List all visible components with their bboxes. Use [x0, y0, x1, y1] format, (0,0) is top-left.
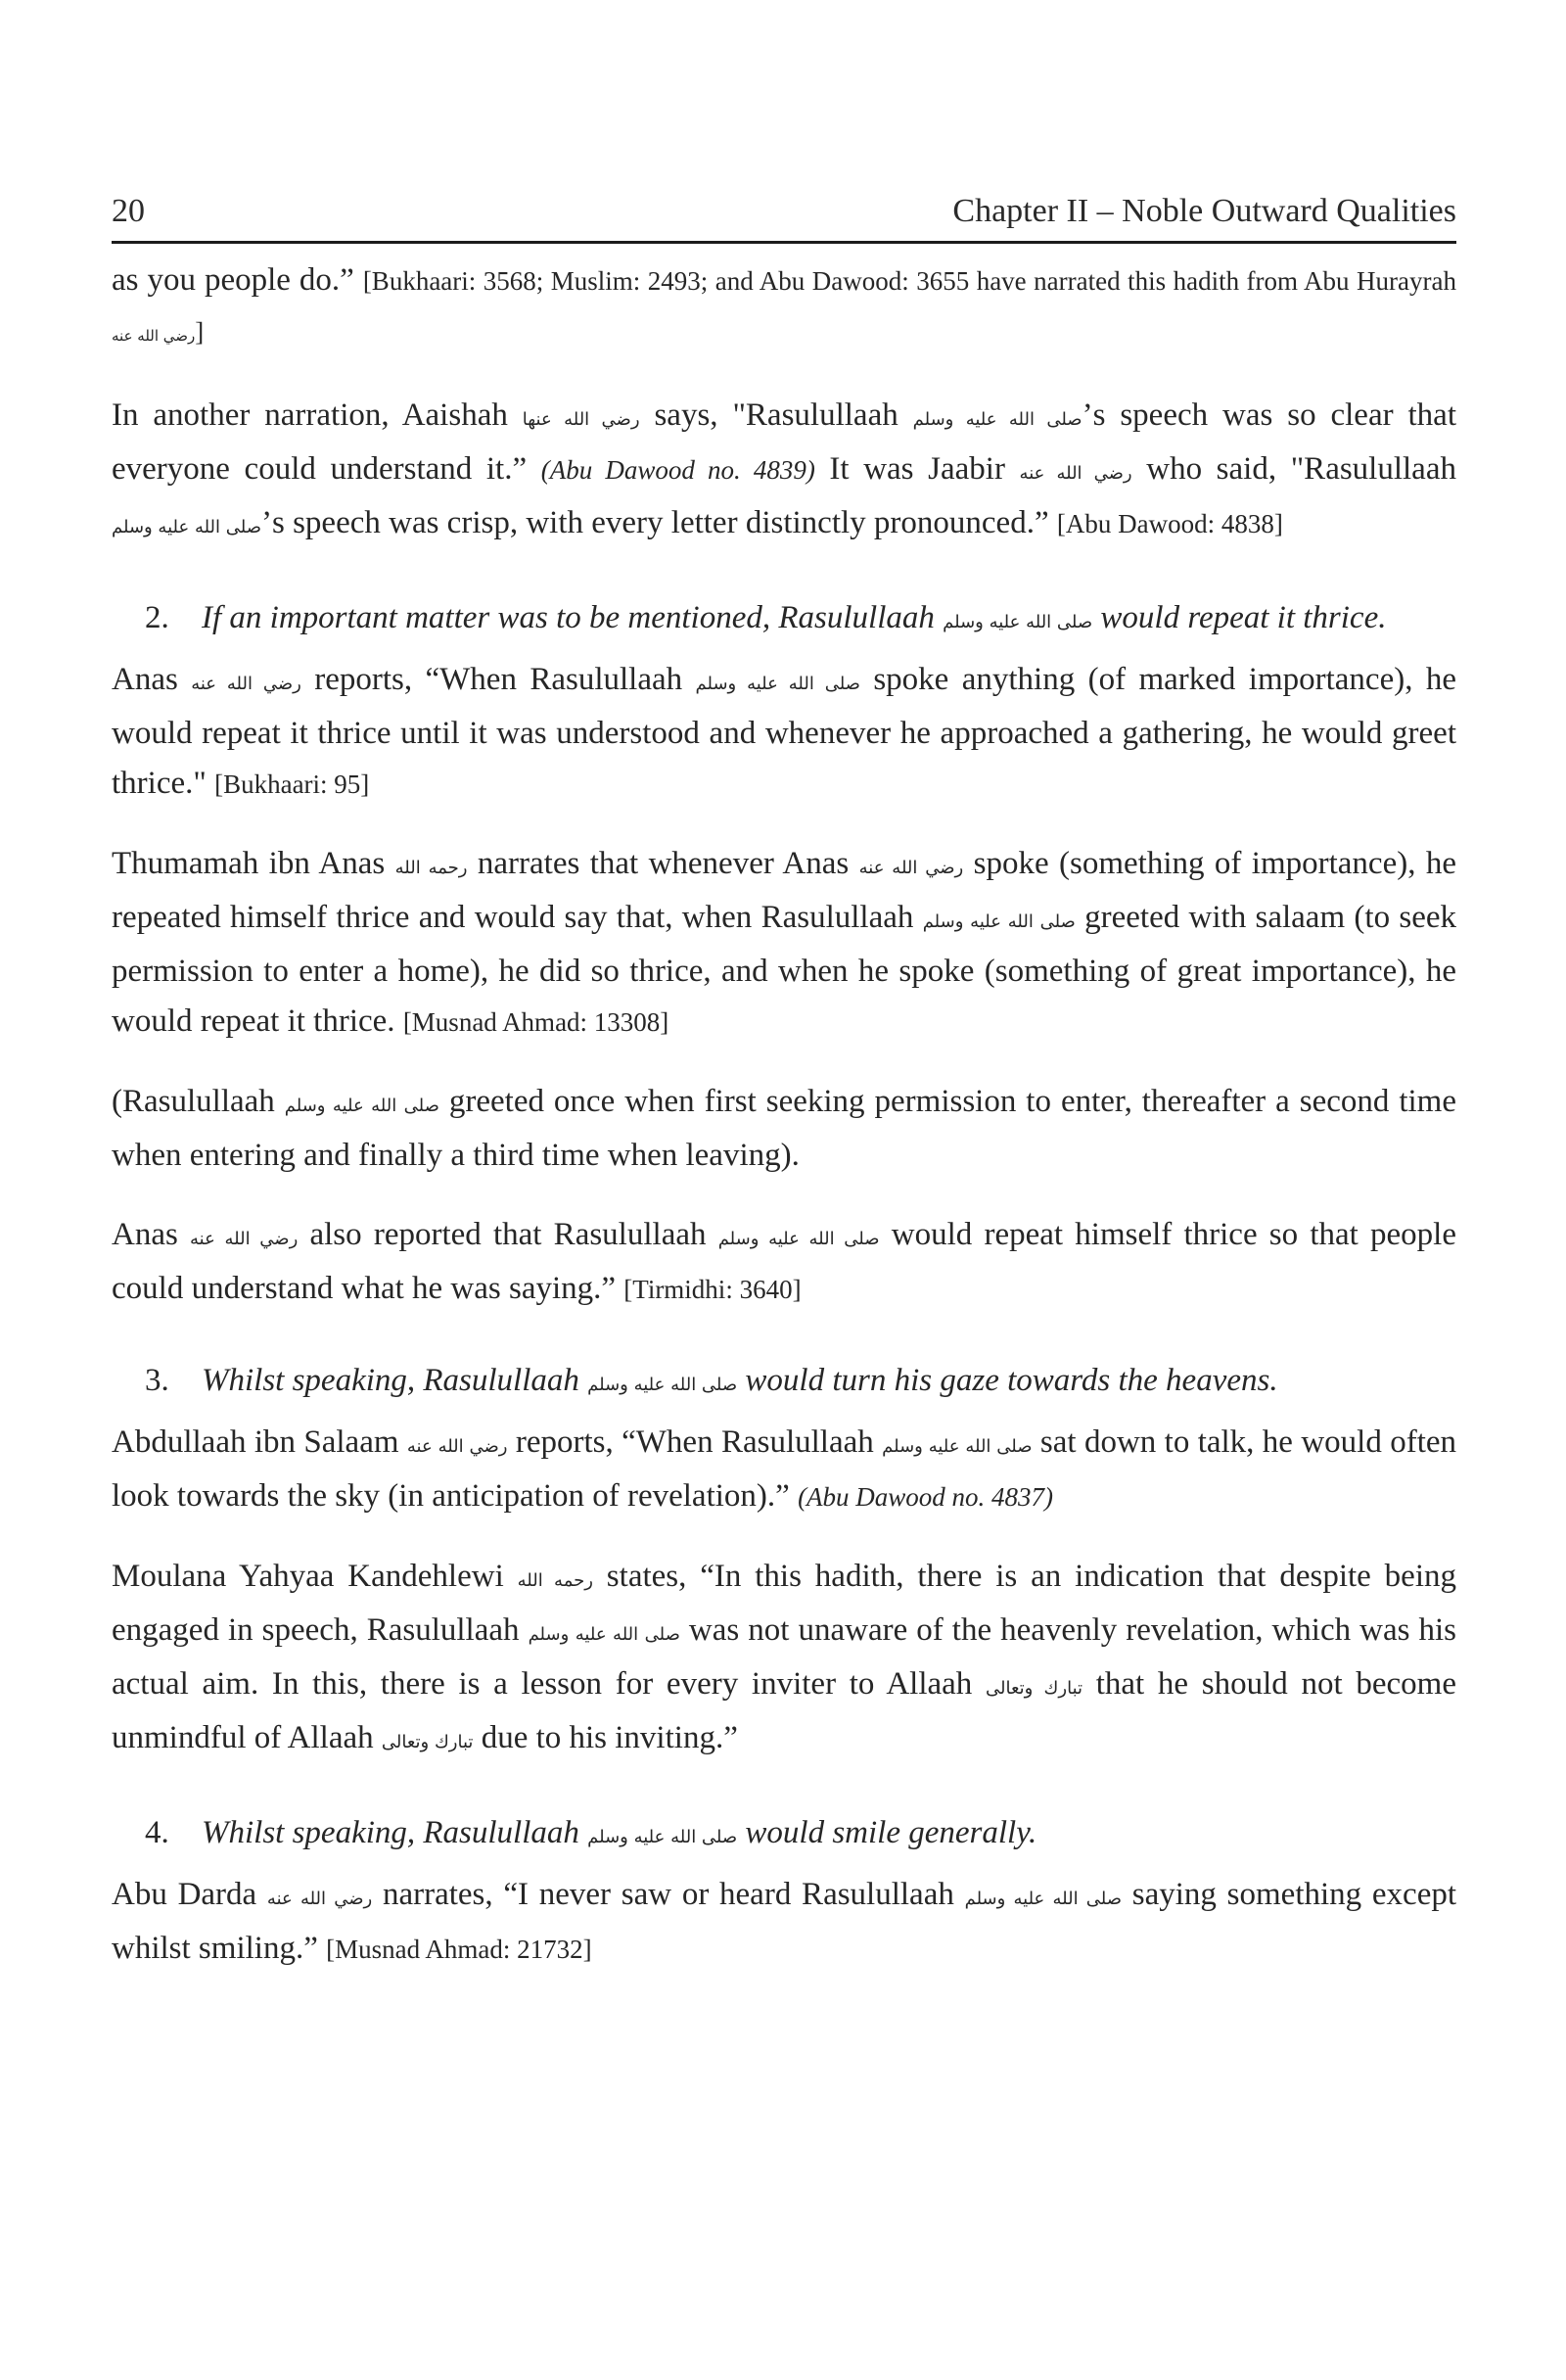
text-run: greeted once when first seeking permission to enter, thereafter a second time when entering and finally a third time when leaving).	[112, 1084, 1456, 1173]
honorific-arabic: صلى الله عليه وسلم	[943, 612, 1093, 632]
paragraph	[112, 1870, 1456, 1975]
honorific-arabic: صلى الله عليه وسلم	[284, 1096, 439, 1116]
honorific-arabic: رحمه الله	[394, 858, 468, 878]
citation: [Musnad Ahmad: 13308]	[402, 1007, 669, 1037]
text-run: ’s speech was so clear that everyone could understand it.”	[112, 397, 1456, 487]
section-heading	[112, 1808, 1456, 1862]
text-run: Whilst speaking, Rasulullaah	[202, 1363, 588, 1398]
paragraph	[112, 1077, 1456, 1181]
text-run: would repeat himself thrice so that people could understand what he was saying.”	[112, 1217, 1456, 1306]
honorific-arabic: صلى الله عليه وسلم	[528, 1624, 680, 1645]
text-run: that he should not become unmindful of Allaah	[112, 1666, 1456, 1755]
text-run: narrates that whenever Anas	[467, 846, 859, 881]
citation: (Abu Dawood no. 4839)	[540, 455, 815, 485]
text-run: It was Jaabir	[814, 451, 1020, 487]
text-run: spoke anything (of marked importance), he would repeat it thrice until it was understood and whenever he approached a gathering, he would greet thrice."	[112, 662, 1457, 801]
citation: ]	[195, 317, 205, 347]
text-run: would repeat it thrice.	[1092, 600, 1387, 635]
text-run: states, “In this hadith, there is an indication that despite being engaged in speech, Rasulullaah	[112, 1559, 1456, 1648]
citation: [Musnad Ahmad: 21732]	[326, 1935, 592, 1964]
honorific-arabic: رضي الله عنه	[406, 1436, 508, 1457]
text-run: Whilst speaking, Rasulullaah	[202, 1815, 588, 1850]
honorific-arabic: رضي الله عنه	[191, 674, 301, 694]
honorific-arabic: رضي الله عنه	[858, 858, 964, 878]
honorific-arabic: رضي الله عنه	[112, 327, 196, 345]
paragraph	[112, 839, 1456, 1048]
citation: [Bukhaari: 3568; Muslim: 2493; and Abu Dawood: 3655 have narrated this hadith from Abu Hurayrah	[362, 266, 1456, 296]
honorific-arabic: صلى الله عليه وسلم	[587, 1375, 738, 1395]
honorific-arabic: صلى الله عليه وسلم	[922, 911, 1076, 932]
honorific-arabic: رضي الله عنه	[266, 1889, 373, 1909]
text-run: reports, “When Rasulullaah	[300, 662, 696, 697]
honorific-arabic: رضي الله عنها	[522, 409, 640, 430]
text-run: Anas	[112, 662, 192, 697]
text-run: greeted with salaam (to seek permission to enter a home), he did so thrice, and when he spoke (something of great importance), he would repeat it thrice.	[112, 900, 1457, 1039]
text-run: who said, "Rasulullaah	[1131, 451, 1456, 487]
page-header	[112, 192, 1456, 231]
text-run: also reported that Rasulullaah	[298, 1217, 718, 1252]
text-run: due to his inviting.”	[473, 1720, 738, 1755]
text-run: (Rasulullaah	[112, 1084, 285, 1119]
chapter-title: Chapter II – Noble Outward Qualities	[952, 193, 1456, 229]
honorific-arabic: تبارك وتعالى	[986, 1678, 1083, 1699]
text-run: reports, “When Rasulullaah	[507, 1424, 883, 1460]
paragraph	[112, 655, 1456, 810]
paragraph	[112, 1552, 1456, 1767]
text-run: as you people do.”	[112, 262, 363, 298]
paragraph	[112, 1210, 1456, 1315]
text-run: Thumamah ibn Anas	[112, 846, 395, 881]
honorific-arabic: رضي الله عنه	[190, 1229, 299, 1249]
text-run: Abu Darda	[112, 1877, 267, 1912]
section-heading	[112, 593, 1456, 647]
heading-number: 3.	[145, 1363, 169, 1398]
text-run: Moulana Yahyaa Kandehlewi	[112, 1559, 518, 1594]
honorific-arabic: تبارك وتعالى	[381, 1732, 474, 1752]
page-number: 20	[112, 193, 145, 229]
text-run: would turn his gaze towards the heavens.	[737, 1363, 1278, 1398]
text-run: Anas	[112, 1217, 191, 1252]
header-rule	[112, 241, 1456, 244]
text-run: spoke (something of importance), he repeated himself thrice and would say that, when Rasulullaah	[112, 846, 1456, 935]
text-run: In another narration, Aaishah	[112, 397, 523, 433]
section-heading	[112, 1356, 1456, 1410]
honorific-arabic: صلى الله عليه وسلم	[964, 1889, 1123, 1909]
heading-number: 4.	[145, 1815, 169, 1850]
paragraph	[112, 1418, 1456, 1522]
text-run: would smile generally.	[737, 1815, 1037, 1850]
paragraph	[112, 391, 1456, 552]
text-run: says, "Rasulullaah	[639, 397, 913, 433]
text-run: was not unaware of the heavenly revelation, which was his actual aim. In this, there is a lesson for every inviter to Allaah	[112, 1612, 1457, 1702]
honorific-arabic: صلى الله عليه وسلم	[112, 517, 261, 537]
text-run: sat down to talk, he would often look towards the sky (in anticipation of revelation).”	[112, 1424, 1457, 1514]
citation: (Abu Dawood no. 4837)	[798, 1482, 1054, 1512]
honorific-arabic: صلى الله عليه وسلم	[717, 1229, 880, 1249]
text-run: narrates, “I never saw or heard Rasulullaah	[372, 1877, 965, 1912]
paragraph	[112, 256, 1456, 361]
citation: [Tirmidhi: 3640]	[623, 1275, 802, 1304]
text-run: Abdullaah ibn Salaam	[112, 1424, 407, 1460]
text-run: If an important matter was to be mentioned, Rasulullaah	[202, 600, 944, 635]
honorific-arabic: صلى الله عليه وسلم	[882, 1436, 1033, 1457]
honorific-arabic: صلى الله عليه وسلم	[587, 1827, 738, 1847]
citation: [Bukhaari: 95]	[214, 770, 370, 799]
text-run: ’s speech was crisp, with every letter distinctly pronounced.”	[261, 505, 1057, 540]
citation: [Abu Dawood: 4838]	[1056, 509, 1283, 538]
honorific-arabic: صلى الله عليه وسلم	[695, 674, 860, 694]
heading-number: 2.	[145, 600, 169, 635]
text-run: saying something except whilst smiling.”	[112, 1877, 1457, 1966]
page-body	[112, 256, 1456, 1975]
honorific-arabic: رحمه الله	[517, 1570, 593, 1591]
honorific-arabic: رضي الله عنه	[1019, 463, 1132, 484]
honorific-arabic: صلى الله عليه وسلم	[912, 409, 1082, 430]
